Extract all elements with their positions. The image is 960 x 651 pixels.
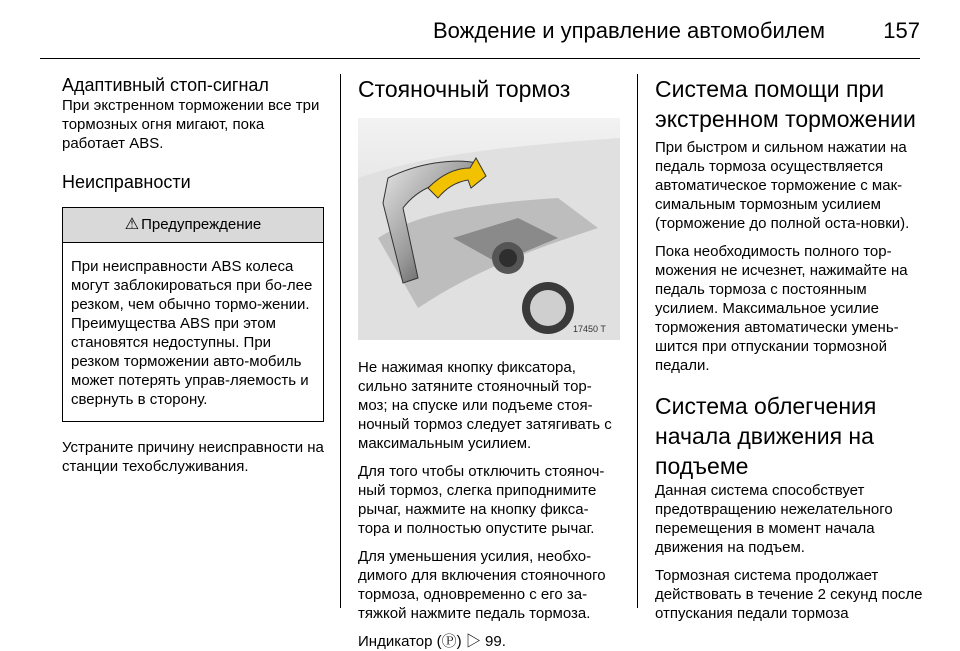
column-divider-1 [340,74,341,608]
warning-box [62,207,324,422]
warning-header [63,208,323,243]
warning-icon: ⚠ [124,216,140,233]
warning-body [63,243,323,421]
adaptive-brake-light-heading: Адаптивный стоп-сигнал [62,75,269,95]
remedy-text: Устраните причину неисправности на станции техобслуживания. [62,439,324,475]
hill-start-assist-heading: Система облегчения начала движения на подъеме [655,393,877,479]
parking-brake-indicator-icon: (Ⓟ) [436,633,462,650]
indicator-label: Индикатор [358,633,433,650]
parking-brake-para-1: Не нажимая кнопку фиксатора, сильно затяните стояночный тор-моз; на спуске или подъеме стоя-ночный тормоз следует затягивать с максимальным усилием. [358,359,612,452]
warning-title: Предупреждение [141,216,262,233]
parking-brake-para-2: Для того чтобы отключить стояноч-ный тормоз, слегка приподнимите рычаг, нажмите на кнопку фикса-тора и полностью опустите рычаг. [358,463,605,537]
page-number: 157 [883,18,920,43]
indicator-page-ref[interactable]: 99. [485,633,506,650]
column-divider-2 [637,74,638,608]
emergency-brake-para-2: Пока необходимость полного тор-можения не исчезнет, нажимайте на педаль тормоза с постоянным усилием. Максимальное усилие торможения автоматически умень-шится при отпускании тормозной педали. [655,243,908,374]
emergency-brake-para-1: При быстром и сильном нажатии на педаль тормоза осуществляется автоматическое торможение с мак-симальным тормозным усилием (торможение до полной оста-новки). [655,139,910,232]
column-2 [358,74,620,651]
parking-brake-para-3: Для уменьшения усилия, необхо-димого для включения стояночного тормоза, одновременно с его за-тяжкой нажмите педаль тормоза. [358,548,606,622]
adaptive-brake-light-text: При экстренном торможении все три тормозных огня мигают, пока работает ABS. [62,97,320,152]
hill-start-para-1: Данная система способствует предотвращению нежелательного перемещения в момент начала движения на подъем. [655,482,893,556]
hill-start-para-2: Тормозная система продолжает действовать в течение 2 секунд после отпускания педали тормоза [655,567,923,622]
page-ref-icon: ▷ [465,633,481,650]
parking-brake-illustration [358,118,620,340]
page-header [40,14,920,58]
warning-text: При неисправности ABS колеса могут заблокироваться при бо-лее резком, чем обычно тормо-жении. Преимущества ABS при этом становятся недоступны. При резком торможении авто-мобиль может потерять управ-ляемость и свернуть в сторону. [71,258,313,408]
faults-heading: Неисправности [62,172,191,192]
parking-brake-drawing [358,118,620,340]
parking-brake-heading: Стояночный тормоз [358,76,571,102]
image-code: 17450 T [573,324,606,334]
column-1 [62,74,324,476]
header-rule [40,58,920,59]
emergency-brake-assist-heading: Система помощи при экстренном торможении [655,76,916,132]
header-title: Вождение и управление автомобилем [432,18,825,43]
column-3 [655,74,927,623]
